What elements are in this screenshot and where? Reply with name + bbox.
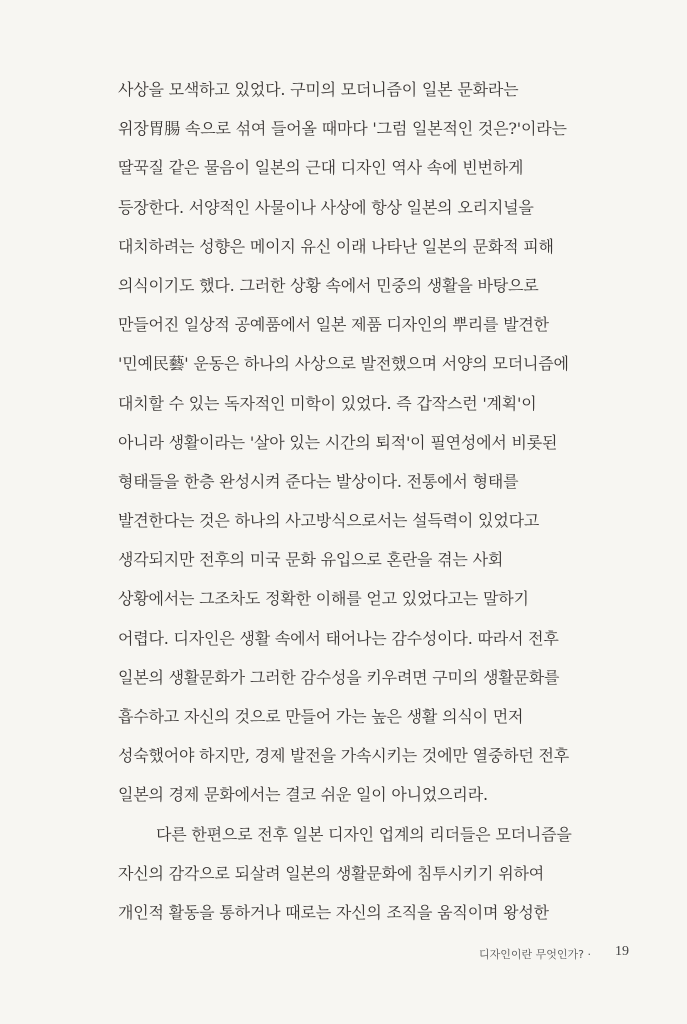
page-number: 19 (615, 944, 629, 959)
text-line: 자신의 감각으로 되살려 일본의 생활문화에 침투시키기 위하여 (118, 863, 544, 883)
text-line: 만들어진 일상적 공예품에서 일본 제품 디자인의 뿌리를 발견한 (118, 315, 549, 335)
text-line: 등장한다. 서양적인 사물이나 사상에 항상 일본의 오리지널을 (118, 197, 534, 217)
running-title: 디자인이란 무엇인가? · (479, 948, 591, 961)
text-line: 사상을 모색하고 있었다. 구미의 모더니즘이 일본 문화라는 (118, 80, 519, 99)
text-line: 상황에서는 그조차도 정확한 이해를 얻고 있었다고는 말하기 (118, 589, 529, 609)
text-line: 개인적 활동을 통하거나 때로는 자신의 조직을 움직이며 왕성한 (118, 902, 549, 922)
text-line: 성숙했어야 하지만, 경제 발전을 가속시키는 것에만 열중하던 전후 (118, 746, 570, 766)
paragraph-start-line: 다른 한편으로 전후 일본 디자인 업계의 리더들은 모더니즘을 (156, 824, 572, 844)
text-line: 생각되지만 전후의 미국 문화 유입으로 혼란을 겪는 사회 (118, 550, 504, 570)
text-line: '민예民藝' 운동은 하나의 사상으로 발전했으며 서양의 모더니즘에 (118, 354, 569, 374)
text-line: 흡수하고 자신의 것으로 만들어 가는 높은 생활 의식이 먼저 (118, 707, 524, 726)
text-line: 의식이기도 했다. 그러한 상황 속에서 민중의 생활을 바탕으로 (118, 275, 539, 295)
page-footer (0, 938, 687, 968)
text-line: 어렵다. 디자인은 생활 속에서 태어나는 감수성이다. 따라서 전후 (118, 628, 559, 648)
text-line: 위장胃腸 속으로 섞여 들어올 때마다 '그럼 일본적인 것은?'이라는 (118, 119, 567, 139)
body-text (118, 70, 643, 932)
text-line: 딸꾹질 같은 물음이 일본의 근대 디자인 역사 속에 빈번하게 (118, 158, 524, 178)
text-line: 아니라 생활이라는 '살아 있는 시간의 퇴적'이 필연성에서 비롯된 (118, 432, 558, 452)
text-line: 형태들을 한층 완성시켜 준다는 발상이다. 전통에서 형태를 (118, 471, 519, 491)
text-line: 발견한다는 것은 하나의 사고방식으로서는 설득력이 있었다고 (118, 511, 540, 531)
text-line: 일본의 경제 문화에서는 결코 쉬운 일이 아니었으리라. (118, 785, 488, 805)
text-line: 대치하려는 성향은 메이지 유신 이래 나타난 일본의 문화적 피해 (118, 236, 554, 256)
text-line: 대치할 수 있는 독자적인 미학이 있었다. 즉 갑작스런 '계획'이 (118, 393, 537, 413)
text-line: 일본의 생활문화가 그러한 감수성을 키우려면 구미의 생활문화를 (118, 667, 560, 687)
